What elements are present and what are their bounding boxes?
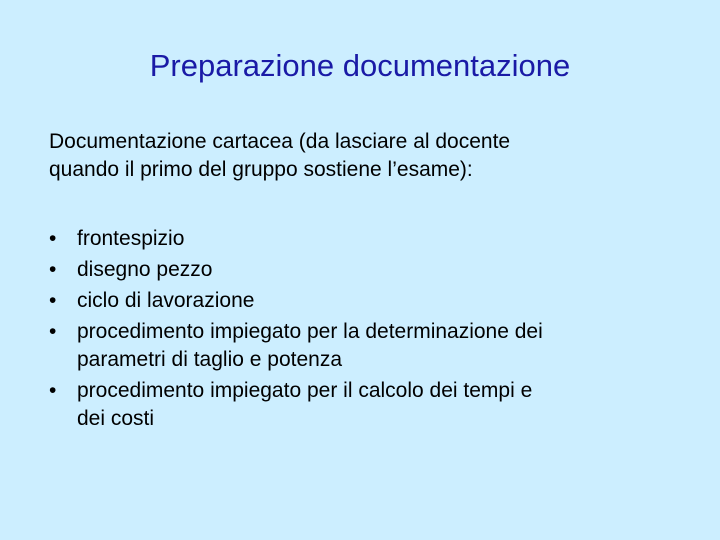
bullet-item <box>49 376 689 434</box>
bullet-icon: • <box>49 258 57 281</box>
bullet-item <box>49 224 689 254</box>
bullet-text: disegno pezzo <box>77 258 213 281</box>
bullet-text: procedimento impiegato per la determinazione dei <box>77 320 543 343</box>
bullet-icon: • <box>49 379 57 402</box>
bullet-item <box>49 317 689 375</box>
bullet-text: ciclo di lavorazione <box>77 289 255 312</box>
bullet-icon: • <box>49 227 57 250</box>
bullet-text: procedimento impiegato per il calcolo dei tempi e <box>77 379 533 402</box>
intro-paragraph <box>49 128 689 184</box>
bullet-text-continuation: dei costi <box>77 407 155 430</box>
bullet-list <box>49 224 689 435</box>
bullet-icon: • <box>49 289 57 312</box>
bullet-item <box>49 286 689 316</box>
bullet-icon: • <box>49 320 57 343</box>
bullet-item <box>49 255 689 285</box>
bullet-text: frontespizio <box>77 227 185 250</box>
bullet-text-continuation: parametri di taglio e potenza <box>77 348 342 371</box>
intro-line: quando il primo del gruppo sostiene l’esame): <box>49 158 473 181</box>
slide-title: Preparazione documentazione <box>149 48 571 83</box>
intro-line: Documentazione cartacea (da lasciare al docente <box>49 130 511 153</box>
